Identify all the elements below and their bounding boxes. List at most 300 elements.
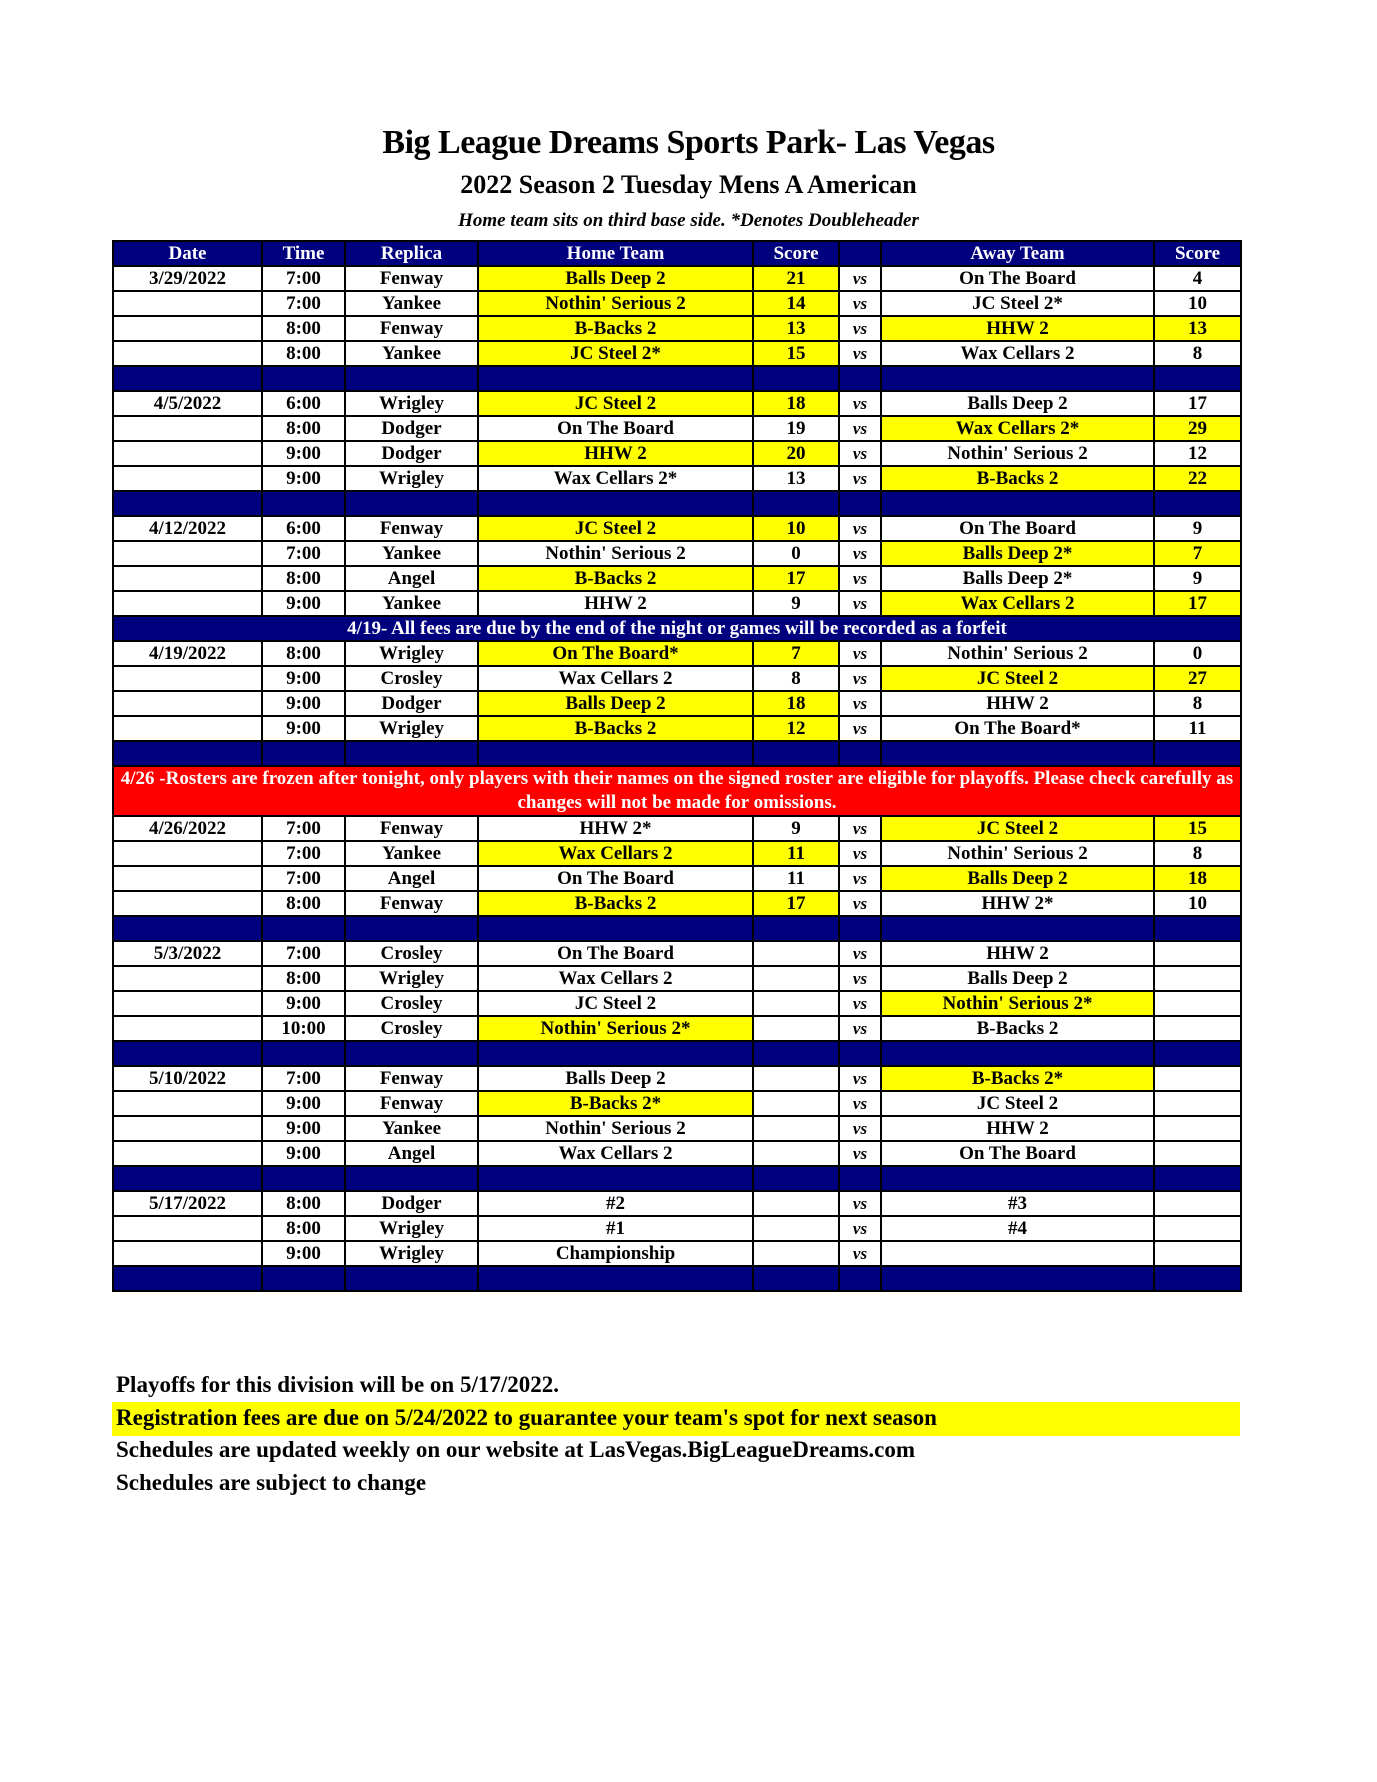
game-date: 5/17/2022 <box>113 1191 262 1216</box>
home-team: Championship <box>478 1241 753 1266</box>
vs-label: vs <box>839 441 881 466</box>
game-time: 7:00 <box>262 266 345 291</box>
game-date <box>113 691 262 716</box>
vs-label: vs <box>839 1116 881 1141</box>
field-replica: Yankee <box>345 591 478 616</box>
game-time: 9:00 <box>262 716 345 741</box>
game-date <box>113 566 262 591</box>
header-replica: Replica <box>345 241 478 266</box>
header-date: Date <box>113 241 262 266</box>
home-score: 13 <box>753 466 839 491</box>
game-date <box>113 1141 262 1166</box>
separator-cell <box>839 916 881 941</box>
game-time: 9:00 <box>262 441 345 466</box>
home-score: 9 <box>753 816 839 841</box>
away-team: HHW 2 <box>881 941 1154 966</box>
home-team: Wax Cellars 2 <box>478 966 753 991</box>
game-date: 4/26/2022 <box>113 816 262 841</box>
separator-cell <box>839 366 881 391</box>
field-replica: Wrigley <box>345 466 478 491</box>
separator-cell <box>881 366 1154 391</box>
game-date <box>113 966 262 991</box>
separator-cell <box>881 491 1154 516</box>
game-date: 4/5/2022 <box>113 391 262 416</box>
away-team: B-Backs 2 <box>881 1016 1154 1041</box>
away-team: HHW 2 <box>881 1116 1154 1141</box>
field-replica: Yankee <box>345 291 478 316</box>
game-date <box>113 841 262 866</box>
away-score <box>1154 1016 1241 1041</box>
vs-label: vs <box>839 841 881 866</box>
separator-cell <box>345 1041 478 1066</box>
separator-cell <box>113 916 262 941</box>
separator-cell <box>478 741 753 766</box>
away-score <box>1154 941 1241 966</box>
home-score: 0 <box>753 541 839 566</box>
game-time: 8:00 <box>262 341 345 366</box>
game-date: 4/19/2022 <box>113 641 262 666</box>
separator-cell <box>1154 916 1241 941</box>
home-team: JC Steel 2 <box>478 516 753 541</box>
vs-label: vs <box>839 291 881 316</box>
vs-label: vs <box>839 641 881 666</box>
roster-notice-row <box>113 766 1241 816</box>
game-date <box>113 341 262 366</box>
separator-cell <box>113 1041 262 1066</box>
vs-label: vs <box>839 1066 881 1091</box>
game-row <box>113 391 1241 416</box>
playoffs-note: Playoffs for this division will be on 5/17/2022. <box>116 1372 560 1397</box>
vs-label: vs <box>839 891 881 916</box>
field-replica: Fenway <box>345 1066 478 1091</box>
game-time: 7:00 <box>262 541 345 566</box>
home-team: #2 <box>478 1191 753 1216</box>
away-score: 12 <box>1154 441 1241 466</box>
game-time: 10:00 <box>262 1016 345 1041</box>
away-team: Nothin' Serious 2 <box>881 641 1154 666</box>
home-team: Wax Cellars 2 <box>478 1141 753 1166</box>
away-team: HHW 2* <box>881 891 1154 916</box>
away-team: Wax Cellars 2 <box>881 341 1154 366</box>
game-time: 9:00 <box>262 1116 345 1141</box>
vs-label: vs <box>839 966 881 991</box>
separator-cell <box>1154 491 1241 516</box>
game-date <box>113 1241 262 1266</box>
game-time: 9:00 <box>262 991 345 1016</box>
field-replica: Angel <box>345 566 478 591</box>
home-score: 17 <box>753 566 839 591</box>
field-replica: Wrigley <box>345 391 478 416</box>
vs-label: vs <box>839 266 881 291</box>
separator-cell <box>753 1041 839 1066</box>
separator-cell <box>881 1266 1154 1291</box>
away-team: On The Board <box>881 1141 1154 1166</box>
field-replica: Wrigley <box>345 1216 478 1241</box>
field-replica: Yankee <box>345 841 478 866</box>
separator-cell <box>839 491 881 516</box>
game-time: 9:00 <box>262 466 345 491</box>
game-time: 8:00 <box>262 416 345 441</box>
game-row <box>113 516 1241 541</box>
separator-cell <box>113 491 262 516</box>
change-note: Schedules are subject to change <box>116 1470 427 1495</box>
home-team: On The Board <box>478 866 753 891</box>
field-replica: Fenway <box>345 1091 478 1116</box>
away-team: Wax Cellars 2 <box>881 591 1154 616</box>
header-away-score: Score <box>1154 241 1241 266</box>
home-team: On The Board <box>478 416 753 441</box>
week-separator-row <box>113 491 1241 516</box>
game-time: 8:00 <box>262 316 345 341</box>
separator-cell <box>113 741 262 766</box>
home-team: On The Board* <box>478 641 753 666</box>
away-score: 4 <box>1154 266 1241 291</box>
separator-cell <box>262 1166 345 1191</box>
home-score <box>753 1191 839 1216</box>
field-replica: Dodger <box>345 416 478 441</box>
away-score: 27 <box>1154 666 1241 691</box>
home-score: 18 <box>753 691 839 716</box>
home-team: B-Backs 2 <box>478 716 753 741</box>
field-replica: Crosley <box>345 666 478 691</box>
page-title: Big League Dreams Sports Park- Las Vegas <box>382 124 995 161</box>
game-time: 7:00 <box>262 291 345 316</box>
home-team: Nothin' Serious 2 <box>478 1116 753 1141</box>
separator-cell <box>345 741 478 766</box>
away-score: 10 <box>1154 891 1241 916</box>
away-team: Nothin' Serious 2 <box>881 841 1154 866</box>
away-score: 22 <box>1154 466 1241 491</box>
game-date <box>113 541 262 566</box>
separator-cell <box>262 1041 345 1066</box>
separator-cell <box>1154 1041 1241 1066</box>
home-score <box>753 991 839 1016</box>
website-note: Schedules are updated weekly on our website at LasVegas.BigLeagueDreams.com <box>116 1437 916 1462</box>
header-vs <box>839 241 881 266</box>
field-replica: Angel <box>345 866 478 891</box>
separator-cell <box>478 491 753 516</box>
game-date <box>113 1216 262 1241</box>
away-team: Balls Deep 2* <box>881 566 1154 591</box>
away-team: B-Backs 2 <box>881 466 1154 491</box>
game-time: 8:00 <box>262 891 345 916</box>
field-replica: Dodger <box>345 1191 478 1216</box>
game-date: 3/29/2022 <box>113 266 262 291</box>
separator-cell <box>345 916 478 941</box>
vs-label: vs <box>839 816 881 841</box>
game-row <box>113 291 1241 316</box>
home-team: Wax Cellars 2 <box>478 666 753 691</box>
game-time: 7:00 <box>262 941 345 966</box>
game-row <box>113 716 1241 741</box>
away-team: HHW 2 <box>881 691 1154 716</box>
vs-label: vs <box>839 391 881 416</box>
game-date: 5/3/2022 <box>113 941 262 966</box>
game-time: 8:00 <box>262 1216 345 1241</box>
vs-label: vs <box>839 316 881 341</box>
away-score: 7 <box>1154 541 1241 566</box>
away-team: Balls Deep 2 <box>881 866 1154 891</box>
game-date <box>113 416 262 441</box>
game-row <box>113 816 1241 841</box>
field-replica: Fenway <box>345 316 478 341</box>
game-row <box>113 1241 1241 1266</box>
game-row <box>113 991 1241 1016</box>
home-score: 18 <box>753 391 839 416</box>
separator-cell <box>881 1166 1154 1191</box>
week-separator-row <box>113 1041 1241 1066</box>
home-score <box>753 966 839 991</box>
game-time: 8:00 <box>262 566 345 591</box>
game-time: 8:00 <box>262 1191 345 1216</box>
separator-cell <box>262 916 345 941</box>
home-score <box>753 1016 839 1041</box>
away-score: 8 <box>1154 841 1241 866</box>
game-time: 8:00 <box>262 641 345 666</box>
field-replica: Fenway <box>345 816 478 841</box>
away-team: #4 <box>881 1216 1154 1241</box>
away-score <box>1154 1091 1241 1116</box>
game-row <box>113 841 1241 866</box>
week-separator-row <box>113 916 1241 941</box>
home-team: Balls Deep 2 <box>478 266 753 291</box>
notice-text: 4/19- All fees are due by the end of the night or games will be recorded as a forfeit <box>113 616 1241 641</box>
field-replica: Fenway <box>345 891 478 916</box>
field-replica: Wrigley <box>345 1241 478 1266</box>
away-score: 17 <box>1154 391 1241 416</box>
vs-label: vs <box>839 591 881 616</box>
separator-cell <box>881 916 1154 941</box>
game-time: 6:00 <box>262 391 345 416</box>
away-team <box>881 1241 1154 1266</box>
fees-notice-row <box>113 616 1241 641</box>
separator-cell <box>1154 741 1241 766</box>
vs-label: vs <box>839 416 881 441</box>
field-replica: Wrigley <box>345 966 478 991</box>
separator-cell <box>839 741 881 766</box>
game-time: 7:00 <box>262 816 345 841</box>
game-row <box>113 416 1241 441</box>
home-team: B-Backs 2 <box>478 891 753 916</box>
game-date <box>113 316 262 341</box>
away-team: Balls Deep 2* <box>881 541 1154 566</box>
vs-label: vs <box>839 1191 881 1216</box>
separator-cell <box>262 491 345 516</box>
home-team: Balls Deep 2 <box>478 1066 753 1091</box>
vs-label: vs <box>839 691 881 716</box>
home-team: HHW 2 <box>478 591 753 616</box>
home-team: Wax Cellars 2* <box>478 466 753 491</box>
game-row <box>113 1191 1241 1216</box>
home-team: On The Board <box>478 941 753 966</box>
game-date <box>113 1016 262 1041</box>
game-row <box>113 866 1241 891</box>
vs-label: vs <box>839 866 881 891</box>
home-score: 20 <box>753 441 839 466</box>
home-team: HHW 2 <box>478 441 753 466</box>
home-team: JC Steel 2* <box>478 341 753 366</box>
field-replica: Angel <box>345 1141 478 1166</box>
separator-cell <box>345 1266 478 1291</box>
game-date <box>113 591 262 616</box>
home-team: JC Steel 2 <box>478 391 753 416</box>
game-date <box>113 716 262 741</box>
week-separator-row <box>113 741 1241 766</box>
game-row <box>113 1066 1241 1091</box>
game-date <box>113 666 262 691</box>
away-score: 11 <box>1154 716 1241 741</box>
away-score <box>1154 1241 1241 1266</box>
field-replica: Yankee <box>345 541 478 566</box>
game-date: 4/12/2022 <box>113 516 262 541</box>
home-score: 15 <box>753 341 839 366</box>
header-home-team: Home Team <box>478 241 753 266</box>
home-team: Nothin' Serious 2 <box>478 541 753 566</box>
away-score: 8 <box>1154 341 1241 366</box>
field-replica: Wrigley <box>345 641 478 666</box>
game-row <box>113 966 1241 991</box>
separator-cell <box>881 1041 1154 1066</box>
game-time: 9:00 <box>262 666 345 691</box>
game-row <box>113 266 1241 291</box>
home-score: 10 <box>753 516 839 541</box>
home-team: #1 <box>478 1216 753 1241</box>
home-score <box>753 1116 839 1141</box>
home-team: HHW 2* <box>478 816 753 841</box>
vs-label: vs <box>839 566 881 591</box>
game-date <box>113 1116 262 1141</box>
home-team: JC Steel 2 <box>478 991 753 1016</box>
away-team: On The Board <box>881 266 1154 291</box>
separator-cell <box>262 1266 345 1291</box>
separator-cell <box>881 741 1154 766</box>
game-time: 9:00 <box>262 1091 345 1116</box>
home-score: 21 <box>753 266 839 291</box>
header-time: Time <box>262 241 345 266</box>
separator-cell <box>478 916 753 941</box>
game-date <box>113 441 262 466</box>
separator-cell <box>753 916 839 941</box>
header-row <box>113 241 1241 266</box>
vs-label: vs <box>839 941 881 966</box>
away-score <box>1154 1216 1241 1241</box>
away-team: Wax Cellars 2* <box>881 416 1154 441</box>
game-row <box>113 641 1241 666</box>
separator-cell <box>839 1041 881 1066</box>
away-team: On The Board <box>881 516 1154 541</box>
game-time: 9:00 <box>262 1241 345 1266</box>
game-date <box>113 466 262 491</box>
separator-cell <box>478 1266 753 1291</box>
home-team: Balls Deep 2 <box>478 691 753 716</box>
separator-cell <box>1154 1166 1241 1191</box>
away-score: 15 <box>1154 816 1241 841</box>
away-score: 29 <box>1154 416 1241 441</box>
field-replica: Dodger <box>345 691 478 716</box>
page-subtitle: 2022 Season 2 Tuesday Mens A American <box>460 170 917 199</box>
away-score: 9 <box>1154 516 1241 541</box>
home-team: B-Backs 2 <box>478 316 753 341</box>
away-score: 9 <box>1154 566 1241 591</box>
separator-cell <box>753 366 839 391</box>
away-team: HHW 2 <box>881 316 1154 341</box>
home-score: 11 <box>753 841 839 866</box>
vs-label: vs <box>839 466 881 491</box>
away-score <box>1154 966 1241 991</box>
game-row <box>113 891 1241 916</box>
game-row <box>113 1116 1241 1141</box>
header-home-score: Score <box>753 241 839 266</box>
game-row <box>113 691 1241 716</box>
field-replica: Dodger <box>345 441 478 466</box>
separator-cell <box>262 741 345 766</box>
home-score: 8 <box>753 666 839 691</box>
away-score <box>1154 1141 1241 1166</box>
home-score <box>753 1216 839 1241</box>
home-score: 9 <box>753 591 839 616</box>
separator-cell <box>262 366 345 391</box>
notice-text: 4/26 -Rosters are frozen after tonight, only players with their names on the signed roster are eligible for playoffs. Please check carefully as changes will not be made for omissions. <box>113 766 1241 816</box>
field-replica: Fenway <box>345 516 478 541</box>
game-row <box>113 341 1241 366</box>
game-row <box>113 541 1241 566</box>
game-row <box>113 1016 1241 1041</box>
game-row <box>113 466 1241 491</box>
vs-label: vs <box>839 716 881 741</box>
home-score <box>753 941 839 966</box>
week-separator-row <box>113 1166 1241 1191</box>
home-score <box>753 1066 839 1091</box>
home-score <box>753 1241 839 1266</box>
vs-label: vs <box>839 541 881 566</box>
away-score <box>1154 1116 1241 1141</box>
home-score <box>753 1091 839 1116</box>
field-replica: Wrigley <box>345 716 478 741</box>
home-score: 13 <box>753 316 839 341</box>
home-score: 7 <box>753 641 839 666</box>
home-team: B-Backs 2* <box>478 1091 753 1116</box>
game-row <box>113 441 1241 466</box>
game-row <box>113 1091 1241 1116</box>
vs-label: vs <box>839 1141 881 1166</box>
game-time: 7:00 <box>262 841 345 866</box>
away-team: JC Steel 2 <box>881 1091 1154 1116</box>
away-team: JC Steel 2* <box>881 291 1154 316</box>
field-replica: Fenway <box>345 266 478 291</box>
game-row <box>113 1141 1241 1166</box>
field-replica: Yankee <box>345 341 478 366</box>
home-score <box>753 1141 839 1166</box>
vs-label: vs <box>839 666 881 691</box>
field-replica: Yankee <box>345 1116 478 1141</box>
home-team: Nothin' Serious 2 <box>478 291 753 316</box>
game-time: 6:00 <box>262 516 345 541</box>
separator-cell <box>345 491 478 516</box>
away-team: JC Steel 2 <box>881 816 1154 841</box>
separator-cell <box>753 1166 839 1191</box>
home-score: 19 <box>753 416 839 441</box>
separator-cell <box>839 1166 881 1191</box>
away-team: Nothin' Serious 2 <box>881 441 1154 466</box>
home-score: 17 <box>753 891 839 916</box>
separator-cell <box>753 741 839 766</box>
registration-note: Registration fees are due on 5/24/2022 to guarantee your team's spot for next season <box>116 1405 937 1430</box>
away-score <box>1154 1191 1241 1216</box>
game-date: 5/10/2022 <box>113 1066 262 1091</box>
game-time: 9:00 <box>262 691 345 716</box>
vs-label: vs <box>839 991 881 1016</box>
separator-cell <box>753 1266 839 1291</box>
